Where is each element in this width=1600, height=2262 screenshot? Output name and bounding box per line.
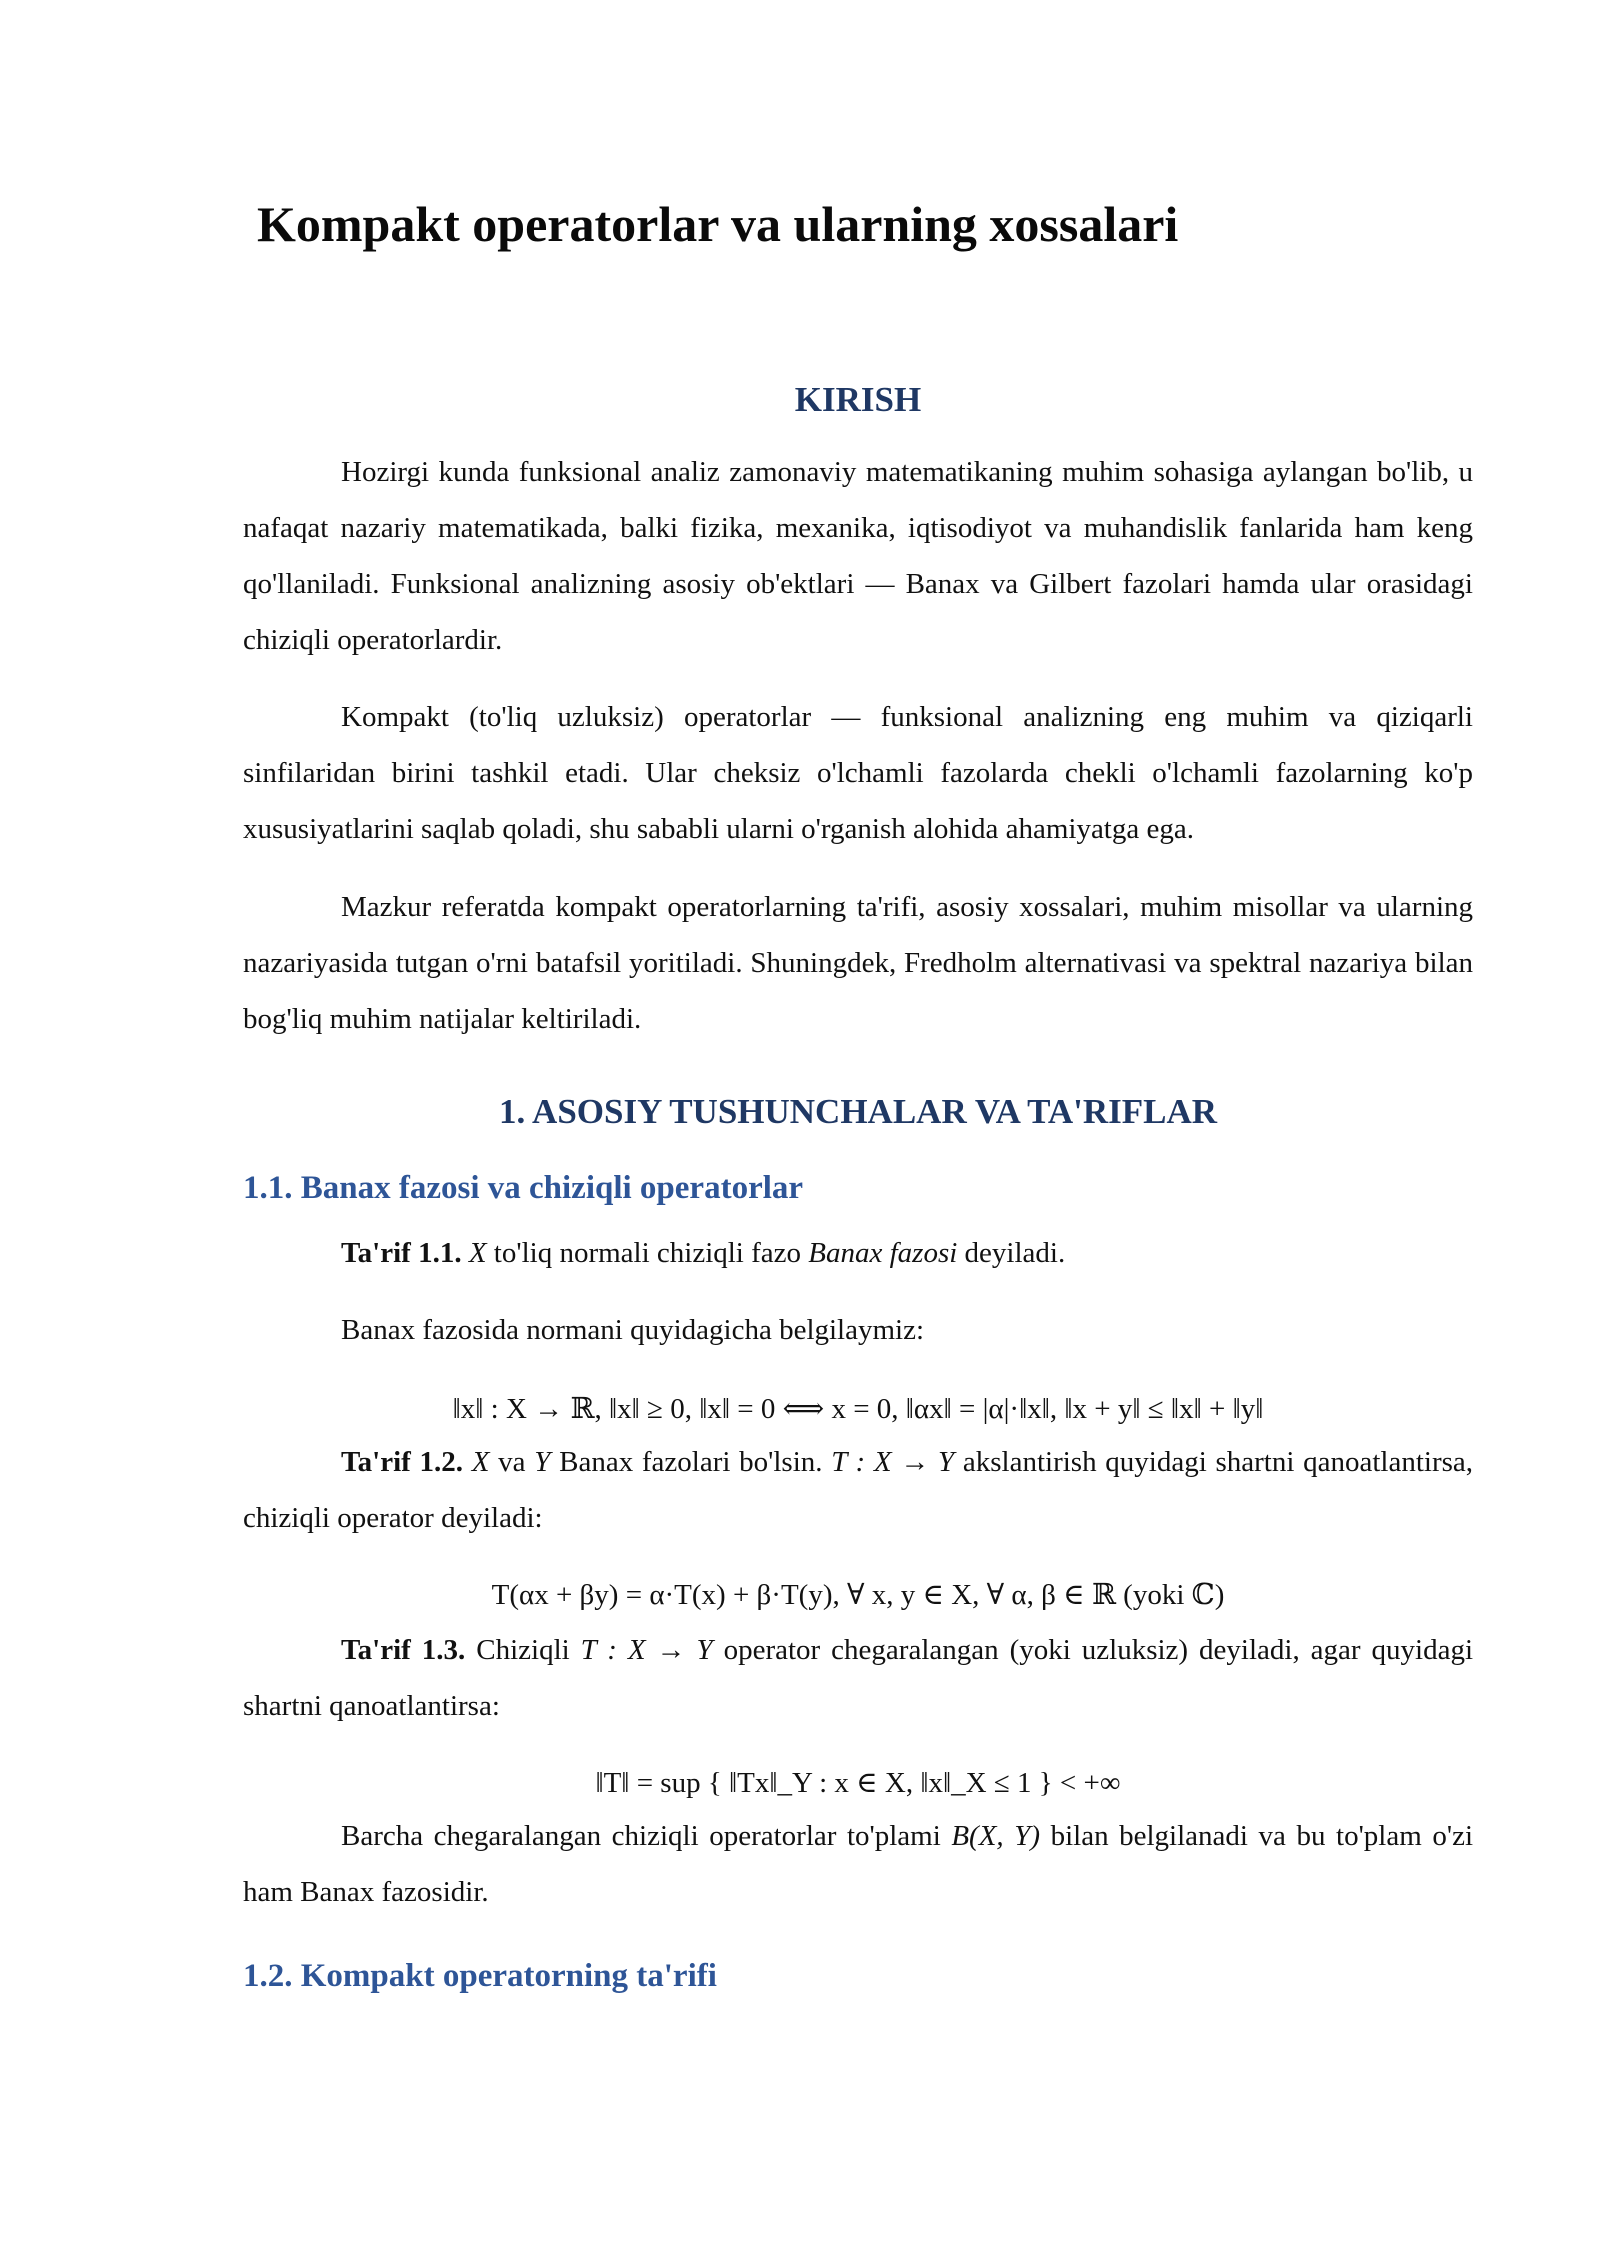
norm-intro-text: Banax fazosida normani quyidagicha belgilaymiz:	[341, 1314, 925, 1346]
intro-heading: KIRISH	[794, 380, 922, 419]
definition-text: to'liq normali chiziqli fazo	[486, 1237, 809, 1269]
closing-text: Barcha chegaralangan chiziqli operatorlar to'plami	[341, 1820, 952, 1852]
math-var: Y	[534, 1446, 551, 1478]
definition-text: Chiziqli	[465, 1634, 581, 1666]
math-var: X	[468, 1237, 487, 1269]
definition-1-2	[243, 1434, 1473, 1546]
math-var: X	[471, 1446, 490, 1478]
subsection-1-1-heading: 1.1. Banax fazosi va chiziqli operatorlar	[243, 1170, 804, 1206]
math-map: T : X → Y	[831, 1446, 955, 1478]
closing-text: bilan belgilanadi va bu to'plam o'zi ham Banax fazosidir.	[243, 1820, 1473, 1908]
bounded-norm-formula: ‖T‖ = sup { ‖Tx‖_Y : x ∈ X, ‖x‖_X ≤ 1 } < +∞	[595, 1767, 1121, 1799]
math-map: T : X → Y	[580, 1634, 713, 1666]
intro-paragraph-3: Mazkur referatda kompakt operatorlarning ta'rifi, asosiy xossalari, muhim misollar va ularning nazariyasida tutgan o'rni batafsil yoritiladi. Shuningdek, Fredholm alternativasi va spektral nazariya bilan bog'liq muhim natijalar keltiriladi.	[243, 891, 1473, 1035]
definition-label: Ta'rif 1.2.	[341, 1446, 464, 1478]
math-set: B(X, Y)	[951, 1820, 1041, 1852]
definition-label: Ta'rif 1.1.	[341, 1237, 462, 1269]
intro-paragraph-1: Hozirgi kunda funksional analiz zamonaviy matematikaning muhim sohasiga aylangan bo'lib, u nafaqat nazariy matematikada, balki fizika, mexanika, iqtisodiyot va muhandislik fanlarida ham keng qo'llaniladi. Funksional analizning asosiy ob'ektlari — Banax va Gilbert fazolari hamda ular orasidagi chiziqli operatorlardir.	[243, 456, 1473, 656]
closing-paragraph	[243, 1808, 1473, 1920]
section-1-heading: 1. ASOSIY TUSHUNCHALAR VA TA'RIFLAR	[498, 1092, 1217, 1131]
definition-text: deyiladi.	[957, 1237, 1066, 1269]
defined-term: Banax fazosi	[808, 1237, 958, 1269]
definition-text: operator chegaralangan (yoki uzluksiz) deyiladi, agar quyidagi shartni qanoatlantirsa:	[243, 1634, 1474, 1722]
definition-text: akslantirish quyidagi shartni qanoatlantirsa, chiziqli operator deyiladi:	[243, 1446, 1474, 1534]
definition-text: va	[489, 1446, 535, 1478]
linearity-formula: T(αx + βy) = α·T(x) + β·T(y), ∀ x, y ∈ X, ∀ α, β ∈ ℝ (yoki ℂ)	[491, 1579, 1225, 1611]
document-title: Kompakt operatorlar va ularning xossalari	[257, 196, 1179, 252]
definition-1-3	[243, 1622, 1473, 1734]
definition-label: Ta'rif 1.3.	[341, 1634, 466, 1666]
intro-paragraph-2: Kompakt (to'liq uzluksiz) operatorlar — funksional analizning eng muhim va qiziqarli sinfilaridan birini tashkil etadi. Ular cheksiz o'lchamli fazolarda chekli o'lchamli fazolarning ko'p xususiyatlarini saqlab qoladi, shu sababli ularni o'rganish alohida ahamiyatga ega.	[243, 701, 1473, 845]
definition-text: Banax fazolari bo'lsin.	[550, 1446, 832, 1478]
norm-formula: ‖x‖ : X → ℝ, ‖x‖ ≥ 0, ‖x‖ = 0 ⟺ x = 0, ‖αx‖ = |α|·‖x‖, ‖x + y‖ ≤ ‖x‖ + ‖y‖	[452, 1393, 1264, 1425]
definition-1-1	[243, 1225, 1473, 1281]
subsection-1-2-heading: 1.2. Kompakt operatorning ta'rifi	[243, 1958, 717, 1994]
